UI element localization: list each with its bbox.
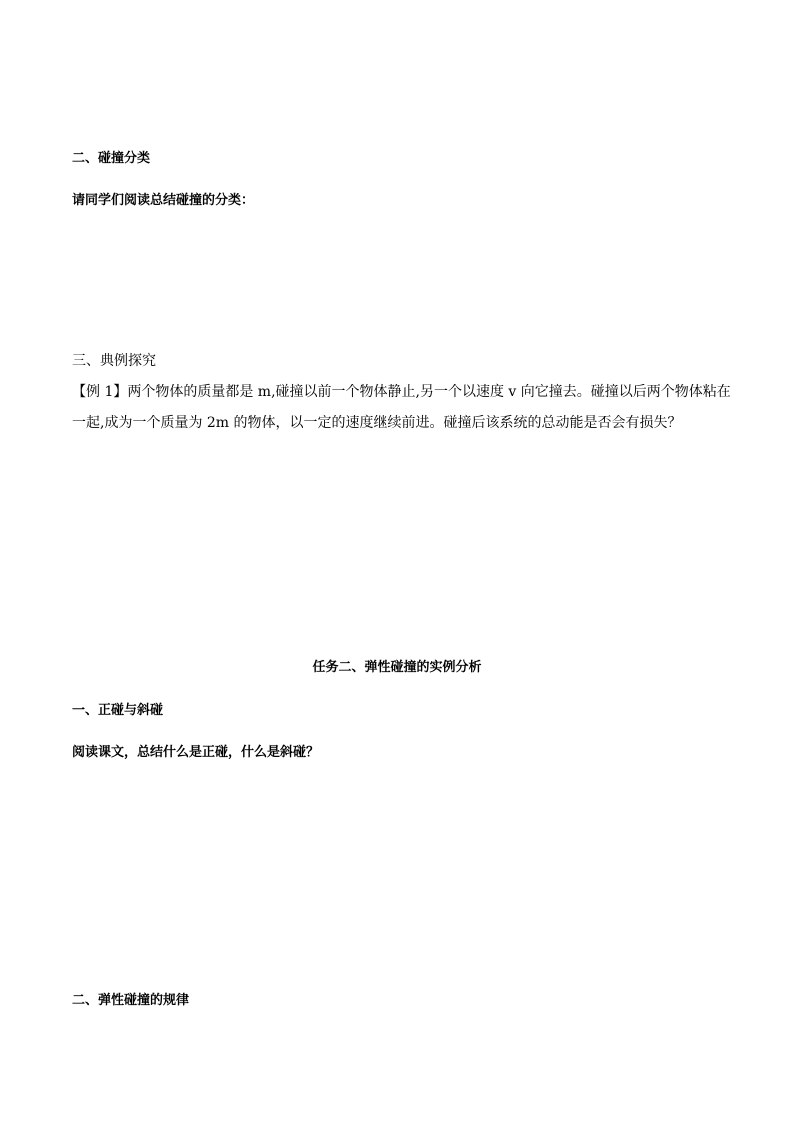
task-2-title: 任务二、弹性碰撞的实例分析 [312, 660, 482, 675]
section-heading-head-on-oblique: 一、正碰与斜碰 [72, 703, 164, 718]
section-heading-example-study: 三、典例探究 [72, 353, 156, 369]
section-prompt-collision-classification: 请同学们阅读总结碰撞的分类： [72, 193, 255, 208]
section-heading-elastic-collision-law: 二、弹性碰撞的规律 [72, 993, 190, 1008]
example-1-text-line-1: 【例 1】两个物体的质量都是 m,碰撞以前一个物体静止,另一个以速度 v 向它撞去。碰撞以后两个物体粘在 [72, 384, 731, 400]
example-1-text-line-2: 一起,成为一个质量为 2m 的物体，以一定的速度继续前进。碰撞后该系统的总动能是否会有损失？ [72, 415, 682, 431]
section-prompt-head-on-oblique: 阅读课文，总结什么是正碰，什么是斜碰？ [72, 745, 320, 760]
section-heading-collision-classification: 二、碰撞分类 [72, 151, 151, 166]
